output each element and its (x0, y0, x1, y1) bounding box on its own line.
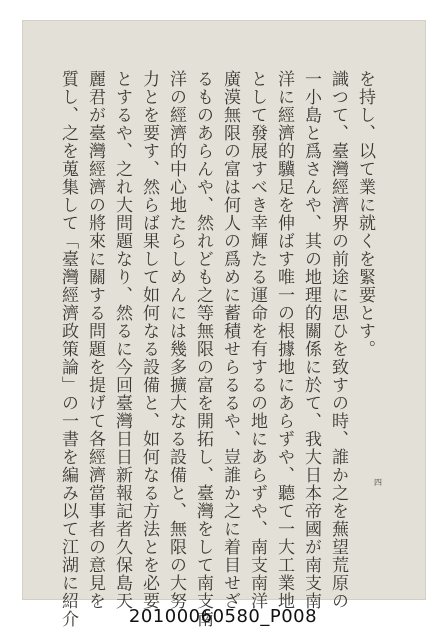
text-line: 識つて、臺灣經濟界の前途に思ひを致すの時、誰か之を蕪望荒原の (328, 70, 348, 610)
text-line: として發展すべき幸輝たる運命を有するの地にあらずや、南支南洋 (247, 70, 267, 610)
text-line: 力とを要す、然らば果して如何なる設備と、如何なる方法とを必要 (139, 70, 159, 610)
page-marker: 四 (374, 478, 382, 487)
text-line: 洋の經濟的中心地たらしめんには幾多擴大なる設備と、無限の大努 (166, 70, 186, 610)
image-id-caption: 20100060580_P008 (128, 606, 318, 627)
text-line: 麗君が臺灣經濟の將來に關する問題を提げて各經濟當事者の意見を (85, 70, 105, 610)
text-line: 質し、之を蒐集して「臺灣經濟政策論」の一書を編み以て江湖に紹介 (58, 70, 78, 628)
text-line: 廣漠無限の富は何人の爲めに蓄積せらるるや、豈誰か之に着目せざ (220, 70, 240, 610)
text-line: 一小島と爲さんや、其の地理的關係に於て、我大日本帝國が南支南 (301, 70, 321, 610)
text-line: 洋に經濟的驥足を伸ばす唯一の根據地にあらずや、聽て一大工業地 (274, 70, 294, 610)
text-line: を持し、以て業に就くを緊要とす。 (355, 70, 375, 358)
text-line: とするや、之れ大問題なり、然るに今回臺灣日日新報記者久保島天 (112, 70, 132, 610)
text-line: るものあらんや、然れども之等無限の富を開拓し、臺灣をして南支南 (193, 70, 213, 628)
